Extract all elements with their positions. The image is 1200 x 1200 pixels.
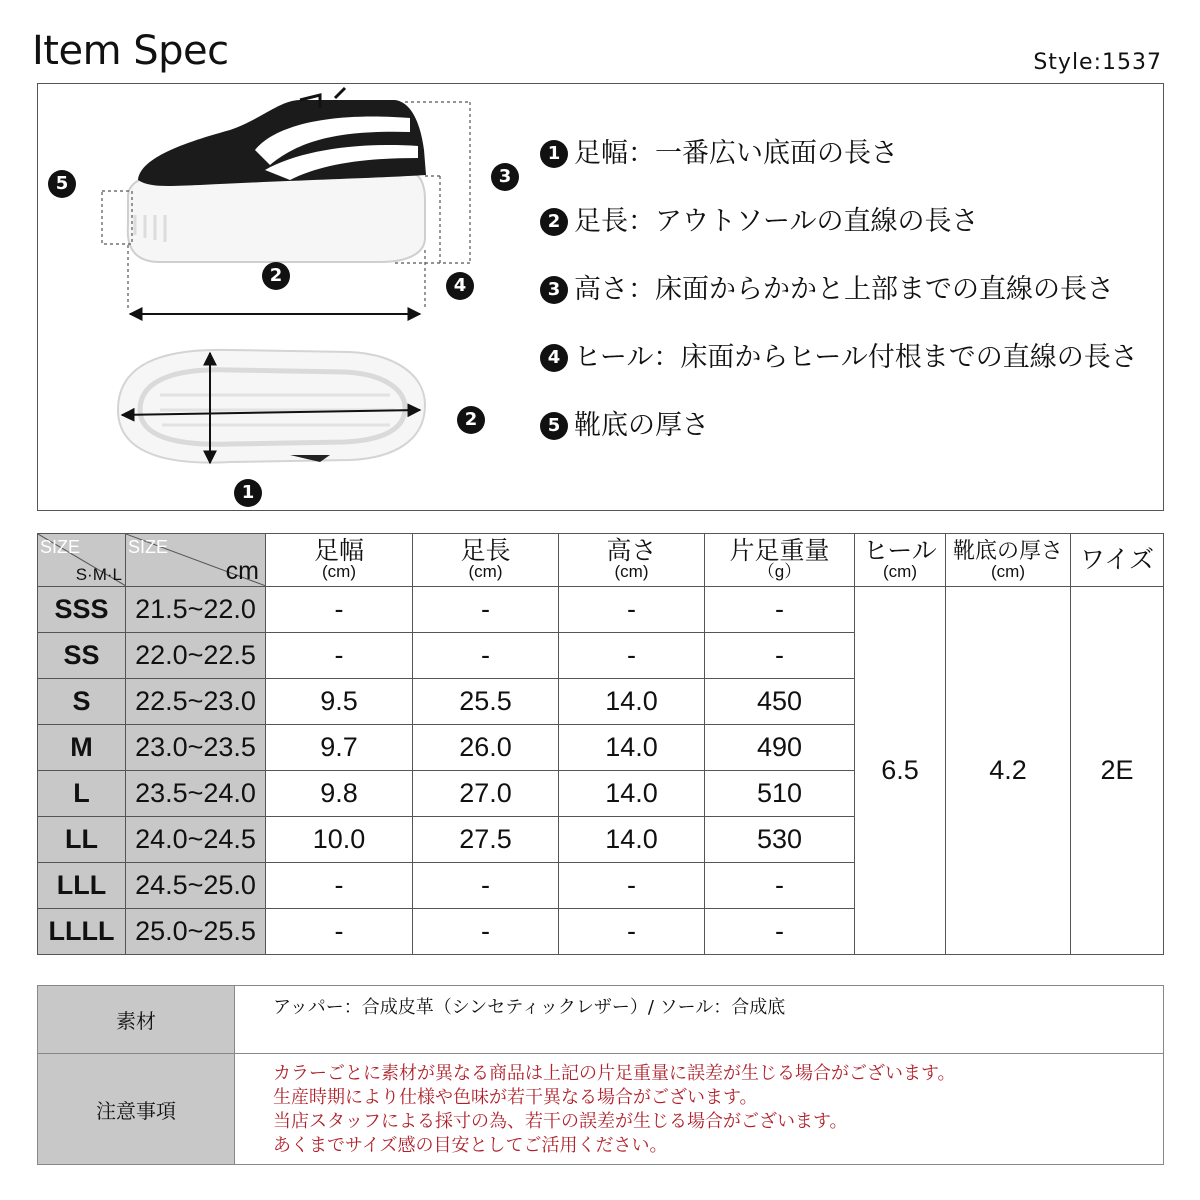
note-line: 生産時期により仕様や色味が若干異なる場合がございます。	[273, 1087, 758, 1108]
wise-cell: 2E	[1071, 587, 1164, 955]
size-table	[37, 533, 1164, 955]
length-cell: 26.0	[413, 725, 559, 771]
width-cell: 9.7	[266, 725, 413, 771]
corner-cm-label: cm	[225, 557, 259, 585]
corner-size-sml	[38, 534, 126, 587]
size-cell: LLLL	[38, 909, 126, 955]
length-cell: -	[413, 587, 559, 633]
measurement-legend	[540, 140, 1138, 480]
length-cell: 27.5	[413, 817, 559, 863]
width-cell: 9.8	[266, 771, 413, 817]
corner-size-label: SIZE	[128, 537, 169, 557]
range-cell: 22.5~23.0	[126, 679, 266, 725]
notes-label: 注意事項	[38, 1054, 235, 1165]
material-row	[38, 986, 1164, 1054]
legend-item	[540, 412, 1138, 480]
note-line: カラーごとに素材が異なる商品は上記の片足重量に誤差が生じる場合がございます。	[273, 1063, 956, 1084]
legend-item	[540, 208, 1138, 276]
width-cell: -	[266, 587, 413, 633]
table-row	[38, 587, 1164, 633]
height-cell: 14.0	[559, 725, 705, 771]
size-cell: M	[38, 725, 126, 771]
size-cell: LLL	[38, 863, 126, 909]
legend-num: 2	[540, 208, 568, 236]
range-cell: 25.0~25.5	[126, 909, 266, 955]
size-cell: L	[38, 771, 126, 817]
width-cell: -	[266, 633, 413, 679]
shoe-side-view	[128, 88, 426, 262]
marker-1: 1	[234, 479, 262, 507]
note-line: 当店スタッフによる採寸の為、若干の誤差が生じる場合がございます。	[273, 1111, 848, 1132]
range-cell: 22.0~22.5	[126, 633, 266, 679]
length-cell: -	[413, 909, 559, 955]
marker-5: 5	[48, 170, 76, 198]
legend-text: 足長：アウトソールの直線の長さ	[574, 206, 979, 237]
weight-cell: 510	[705, 771, 855, 817]
height-cell: 14.0	[559, 817, 705, 863]
range-cell: 23.5~24.0	[126, 771, 266, 817]
height-cell: -	[559, 633, 705, 679]
height-cell: 14.0	[559, 679, 705, 725]
range-cell: 24.5~25.0	[126, 863, 266, 909]
weight-cell: -	[705, 633, 855, 679]
height-cell: -	[559, 909, 705, 955]
weight-cell: 530	[705, 817, 855, 863]
sole-thickness-cell: 4.2	[946, 587, 1071, 955]
note-line: あくまでサイズ感の目安としてご活用ください。	[273, 1135, 668, 1156]
length-cell: 25.5	[413, 679, 559, 725]
size-cell: SS	[38, 633, 126, 679]
header-sole: 靴底の厚さ (cm)	[946, 534, 1071, 587]
shoe-sole-view	[118, 350, 425, 463]
height-cell: -	[559, 587, 705, 633]
width-cell: 9.5	[266, 679, 413, 725]
weight-cell: -	[705, 863, 855, 909]
range-cell: 24.0~24.5	[126, 817, 266, 863]
weight-cell: 450	[705, 679, 855, 725]
corner-sml-label: S·M·L	[75, 565, 122, 584]
material-value: アッパー：合成皮革（シンセティックレザー）/ ソール：合成底	[235, 986, 1164, 1054]
size-cell: S	[38, 679, 126, 725]
legend-num: 4	[540, 344, 568, 372]
marker-2-side: 2	[262, 262, 290, 290]
legend-num: 1	[540, 140, 568, 168]
corner-size-cm	[126, 534, 266, 587]
height-cell: -	[559, 863, 705, 909]
info-table	[37, 985, 1164, 1165]
legend-text: ヒール：床面からヒール付根までの直線の長さ	[574, 342, 1138, 373]
header-width: 足幅 (cm)	[266, 534, 413, 587]
range-cell: 23.0~23.5	[126, 725, 266, 771]
legend-item	[540, 344, 1138, 412]
notes-row	[38, 1054, 1164, 1165]
header-height: 高さ (cm)	[559, 534, 705, 587]
heel-cell: 6.5	[855, 587, 946, 955]
size-cell: LL	[38, 817, 126, 863]
length-cell: -	[413, 863, 559, 909]
weight-cell: -	[705, 587, 855, 633]
legend-item	[540, 140, 1138, 208]
length-cell: 27.0	[413, 771, 559, 817]
legend-text: 靴底の厚さ	[574, 410, 709, 441]
header-length: 足長 (cm)	[413, 534, 559, 587]
width-cell: -	[266, 909, 413, 955]
corner-size-label: SIZE	[40, 537, 81, 557]
material-label: 素材	[38, 986, 235, 1054]
marker-2-sole: 2	[457, 406, 485, 434]
width-cell: -	[266, 863, 413, 909]
legend-num: 5	[540, 412, 568, 440]
marker-4: 4	[446, 272, 474, 300]
header-wise: ワイズ	[1071, 534, 1164, 587]
weight-cell: 490	[705, 725, 855, 771]
marker-3: 3	[491, 163, 519, 191]
range-cell: 21.5~22.0	[126, 587, 266, 633]
width-cell: 10.0	[266, 817, 413, 863]
style-number: Style:1537	[1033, 50, 1162, 75]
legend-num: 3	[540, 276, 568, 304]
size-cell: SSS	[38, 587, 126, 633]
header-weight: 片足重量 （g）	[705, 534, 855, 587]
weight-cell: -	[705, 909, 855, 955]
legend-text: 足幅：一番広い底面の長さ	[574, 138, 898, 169]
header-heel: ヒール (cm)	[855, 534, 946, 587]
legend-text: 高さ：床面からかかと上部までの直線の長さ	[574, 274, 1114, 305]
notes-value	[235, 1054, 1164, 1165]
legend-item	[540, 276, 1138, 344]
length-cell: -	[413, 633, 559, 679]
page-title: Item Spec	[32, 28, 229, 74]
height-cell: 14.0	[559, 771, 705, 817]
